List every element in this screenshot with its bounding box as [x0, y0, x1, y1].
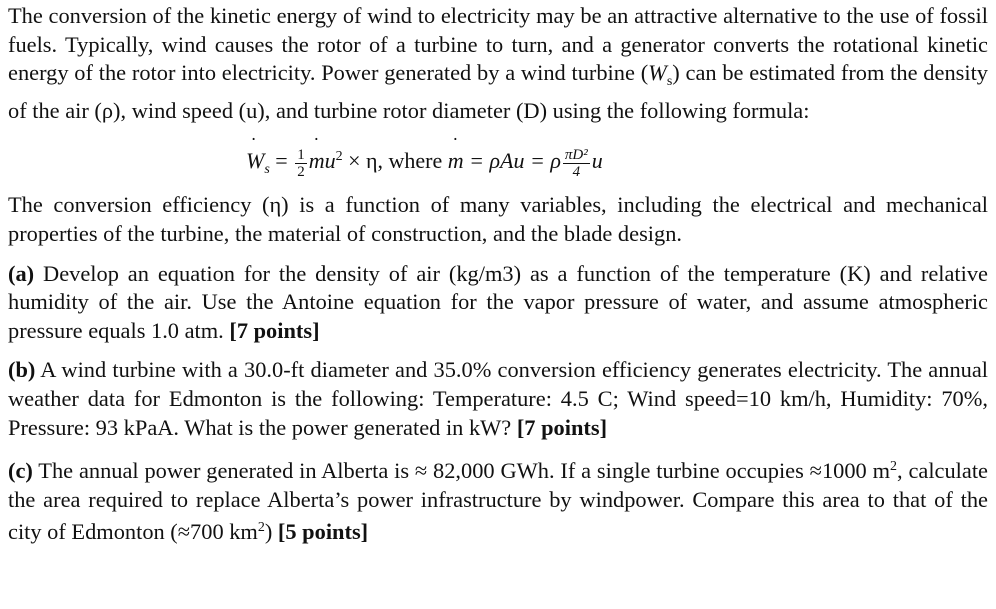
part-b-text: A wind turbine with a 30.0-ft diameter and 35.0% conversion efficiency generates electricity. The annual weather data for Edmonton is the following: Temperature: 4.5 C; Wind speed=10 km/h, Humidity: 70%, Pressure: 93 kPaA. What is the power generated in kW? — [8, 357, 988, 440]
formula-lhs: ˙ W — [246, 141, 264, 181]
part-b-paragraph — [8, 356, 988, 442]
intro-text-2: ) can be estimated from the density of the air (ρ), wind speed (u), and turbine rotor diameter (D) using the following formula: — [8, 60, 988, 123]
power-symbol: ˙ W — [648, 59, 667, 88]
mass-flow-symbol-2: ˙ m — [448, 141, 464, 181]
velocity-symbol: u — [324, 148, 336, 174]
part-c-text-2: , calculate the area required to replace Alberta’s power infrastructure by windpower. Compare this area to that of the city of Edmonton (≈700 km — [8, 458, 988, 545]
fraction-area-denominator: 4 — [572, 163, 581, 180]
formula-times-eta: × η, where — [342, 148, 448, 174]
part-c-label: (c) — [8, 458, 33, 484]
fraction-half — [295, 147, 307, 180]
efficiency-paragraph: The conversion efficiency (η) is a function of many variables, including the electrical and mechanical properties of the turbine, the material of construction, and the blade design. — [8, 192, 988, 246]
formula-u-end: u — [591, 148, 603, 174]
part-c-points: [5 points] — [277, 519, 369, 545]
part-a-paragraph — [8, 260, 988, 346]
part-a-text: Develop an equation for the density of air (kg/m3) as a function of the temperature (K) and relative humidity of the air. Use the Antoine equation for the vapor pressure of water, and assume atmospheric pressure equals 1.0 atm. — [8, 260, 988, 343]
fraction-area-numerator: πD² — [564, 146, 588, 163]
part-b-points: [7 points] — [516, 414, 608, 440]
fraction-half-numerator: 1 — [297, 146, 305, 163]
intro-paragraph — [8, 2, 988, 125]
mass-flow-symbol: ˙ m — [309, 141, 325, 181]
formula-equals-1: = — [269, 148, 294, 174]
part-c-paragraph — [8, 453, 988, 547]
part-c-superscript-2: 2 — [257, 520, 265, 536]
part-a-label: (a) — [8, 260, 35, 286]
formula-equals-2: = ρAu = ρ — [463, 148, 561, 174]
fraction-area — [563, 147, 590, 180]
power-formula — [8, 131, 988, 189]
part-b-label: (b) — [8, 357, 36, 383]
problem-page — [8, 2, 988, 547]
intro-text-1: The conversion of the kinetic energy of wind to electricity may be an attractive alternative to the use of fossil fuels. Typically, wind causes the rotor of a turbine to turn, and a generator converts the rotational kinetic energy of the rotor into electricity. Power generated by a wind turbine ( — [8, 3, 988, 86]
velocity-exponent: 2 — [335, 149, 343, 165]
part-c-superscript-1: 2 — [890, 459, 897, 475]
formula-lhs-subscript: s — [264, 162, 270, 178]
fraction-half-denominator: 2 — [297, 163, 305, 180]
power-symbol-subscript: s — [666, 74, 673, 90]
part-a-points: [7 points] — [229, 317, 320, 343]
part-c-text-1: The annual power generated in Alberta is ≈ 82,000 GWh. If a single turbine occupies ≈1000 m — [32, 458, 890, 484]
part-c-text-3: ) — [264, 519, 278, 545]
